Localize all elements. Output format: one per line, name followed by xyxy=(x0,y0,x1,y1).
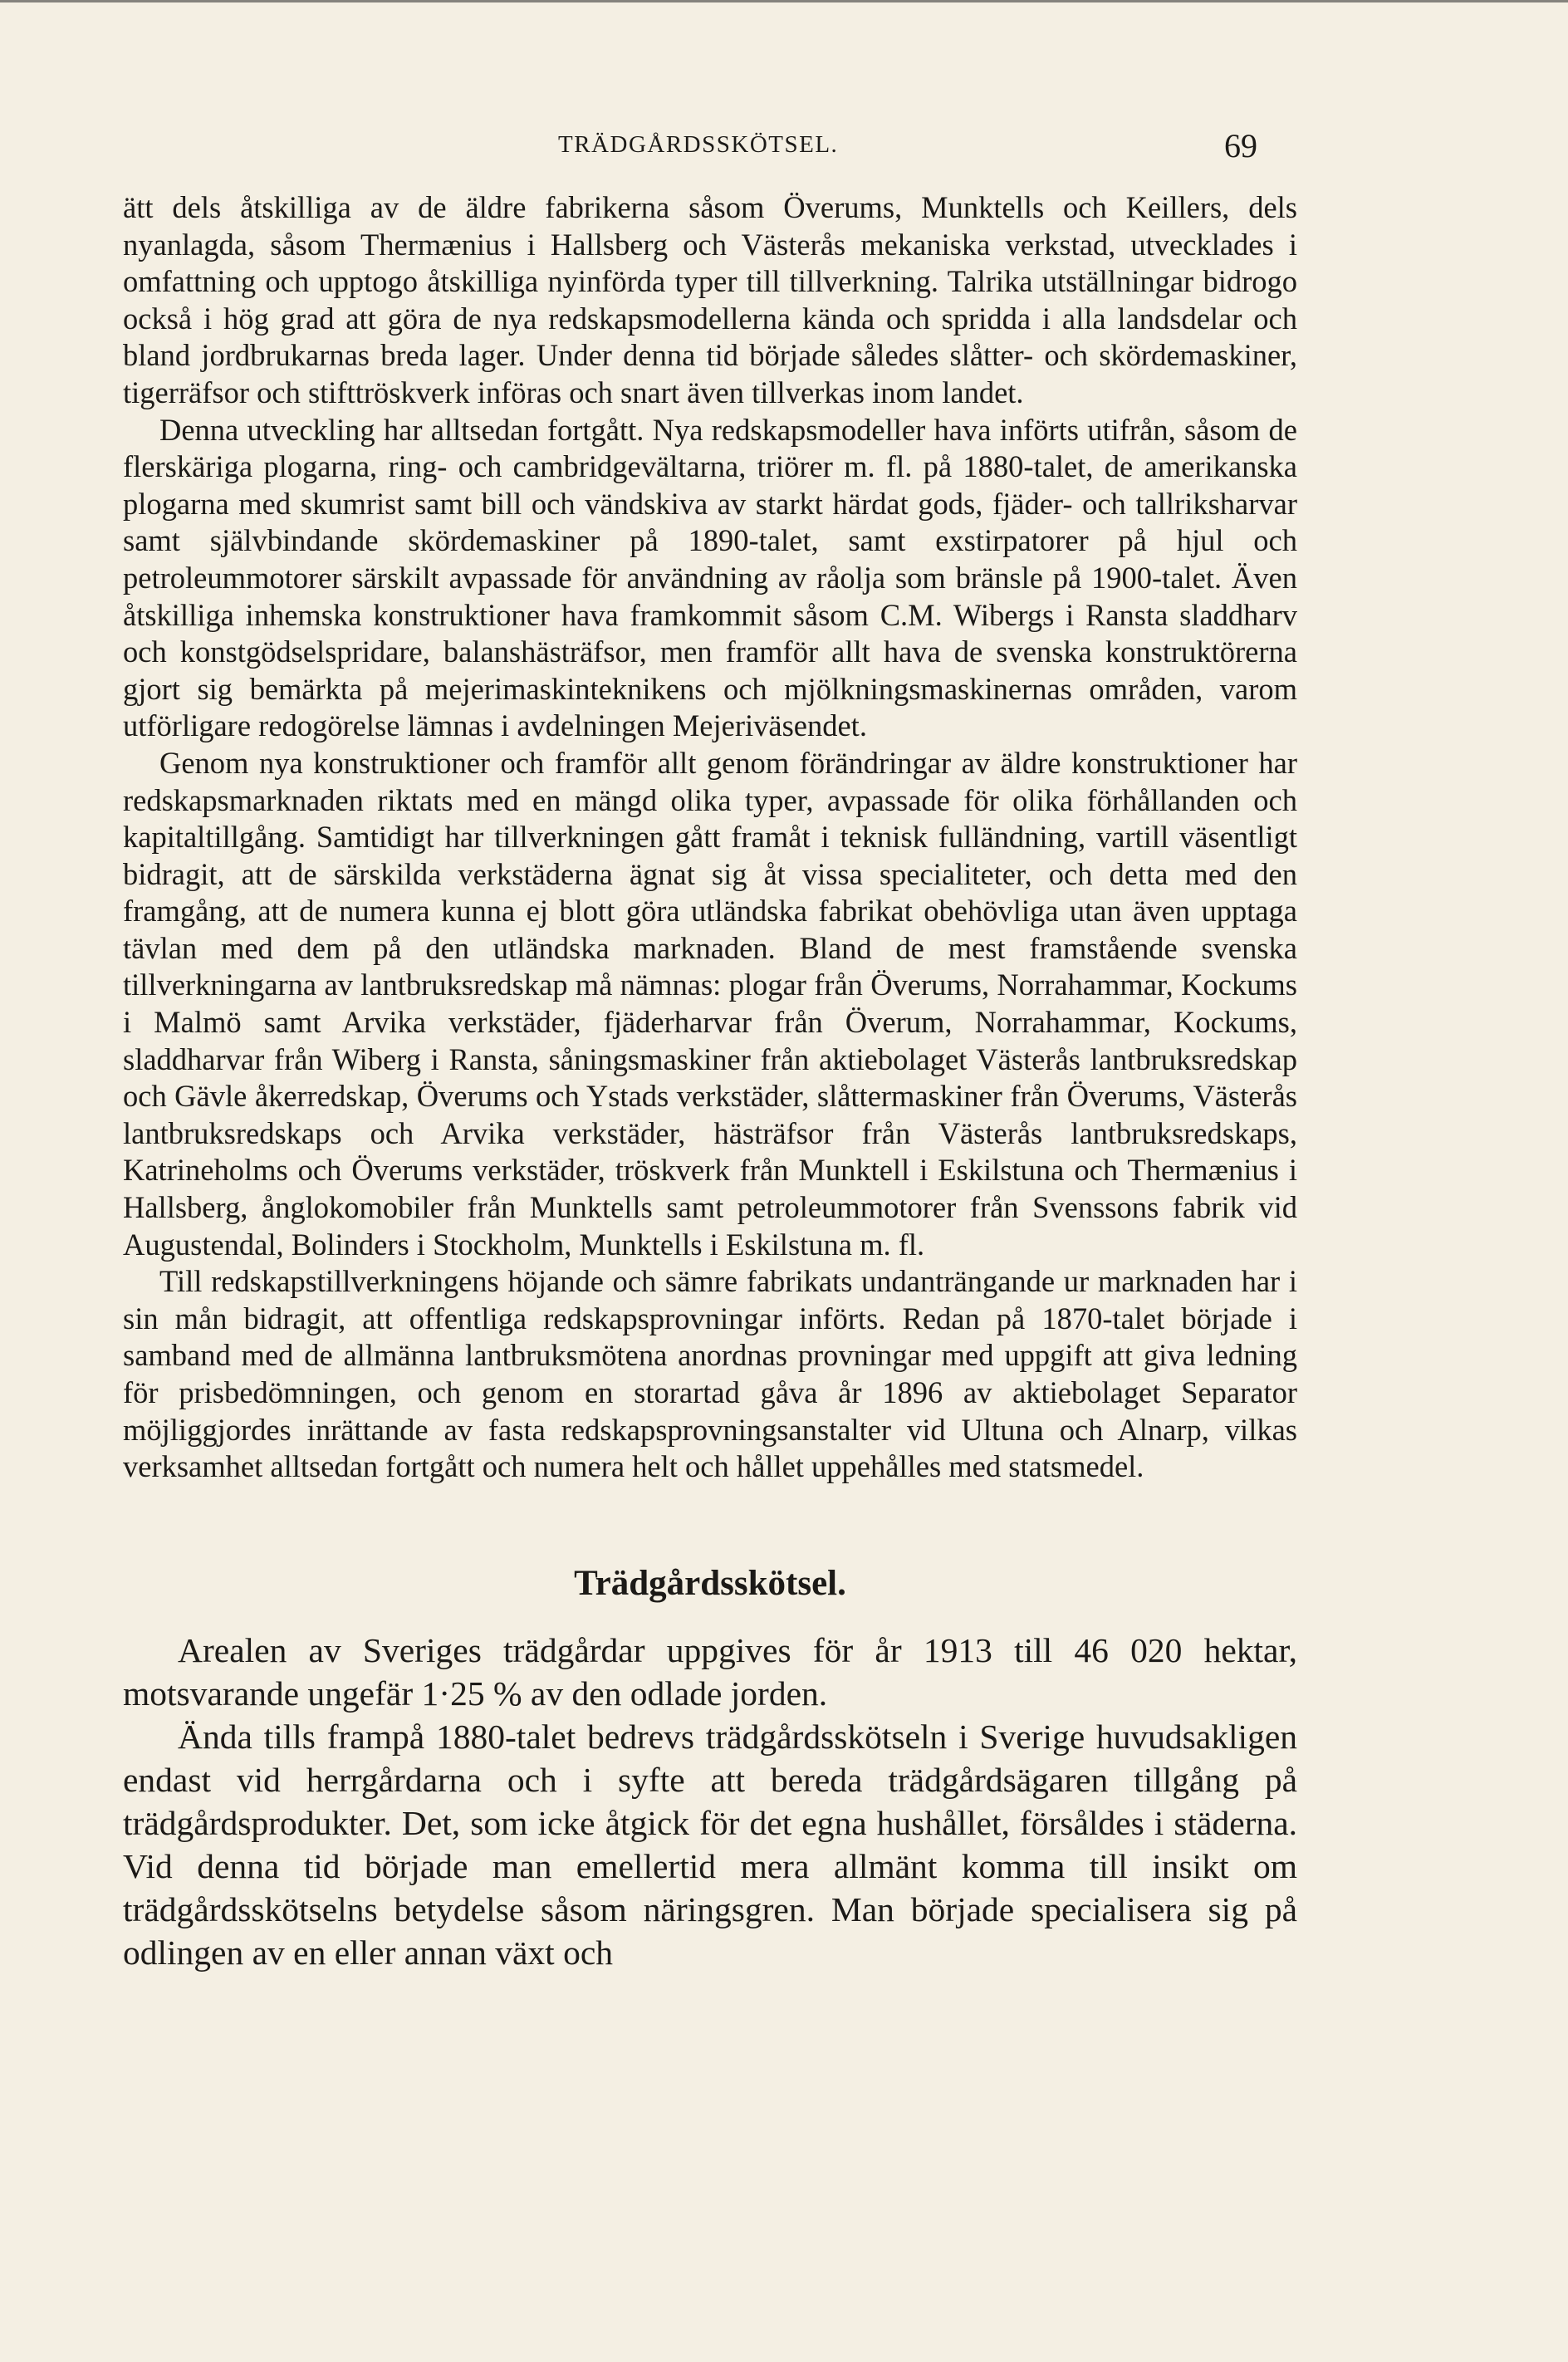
paragraph: Genom nya konstruktioner och framför allt genom förändringar av äldre konstruktioner har redskapsmarknaden riktats med en mängd olika typer, avpassade för olika förhållanden och kapitaltillgång. Samtidigt har tillverkningen gått framåt i teknisk fulländning, vartill väsentligt bidragit, att de särskilda verkstäderna ägnat sig åt vissa specialiteter, och detta med den framgång, att de numera kunna ej blott göra utländska fabrikat obehövliga utan även upptaga tävlan med dem på den utländska marknaden. Bland de mest framstående svenska tillverkningarna av lantbruksredskap må nämnas: plogar från Överums, Norrahammar, Kockums i Malmö samt Arvika verkstäder, fjäderharvar från Överum, Norrahammar, Kockums, sladdharvar från Wiberg i Ransta, såningsmaskiner från aktiebolaget Västerås lantbruksredskap och Gävle åkerredskap, Överums och Ystads verkstäder, slåttermaskiner från Överums, Västerås lantbruksredskaps och Arvika verkstäder, hästräfsor från Västerås lantbruksredskaps, Katrineholms och Överums verkstäder, tröskverk från Munktell i Eskilstuna och Thermænius i Hallsberg, ånglokomobiler från Munktells samt petroleummotorer från Svenssons fabrik vid Augustendal, Bolinders i Stockholm, Munktells i Eskilstuna m. fl. xyxy=(123,745,1297,1262)
page-top-edge xyxy=(0,0,1568,2)
paragraph: Denna utveckling har alltsedan fortgått. Nya redskapsmodeller hava införts utifrån, såsom de flerskäriga plogarna, ring- och cambridgevältarna, triörer m. fl. på 1880-talet, de amerikanska plogarna med skumrist samt bill och vändskiva av starkt härdat gods, fjäder- och tallriksharvar samt självbindande skördemaskiner på 1890-talet, samt exstirpatorer på hjul och petroleummotorer särskilt avpassade för användning av råolja som bränsle på 1900-talet. Även åtskilliga inhemska konstruktioner hava framkommit såsom C.M. Wibergs i Ransta sladdharv och konstgödselspridare, balanshästräfsor, men framför allt hava de svenska konstruktörerna gjort sig bemärkta på mejerimaskinteknikens och mjölkningsmaskinernas områden, varom utförligare redogörelse lämnas i avdelningen Mejeriväsendet. xyxy=(123,412,1297,743)
section-paragraph: Arealen av Sveriges trädgårdar uppgives för år 1913 till 46 020 hektar, motsvarande ungefär 1·25 % av den odlade jorden. xyxy=(123,1630,1297,1713)
section-paragraph: Ända tills frampå 1880-talet bedrevs trädgårdsskötseln i Sverige huvudsakligen endast vid herrgårdarna och i syfte att bereda trädgårdsägaren tillgång på trädgårdsprodukter. Det, som icke åtgick för det egna hushållet, försåldes i städerna. Vid denna tid började man emellertid mera allmänt komma till insikt om trädgårdsskötselns betydelse såsom näringsgren. Man började specialisera sig på odlingen av en eller annan växt och xyxy=(123,1717,1297,1972)
body-text xyxy=(123,189,1297,1974)
section-heading: Trädgårdsskötsel. xyxy=(574,1563,846,1603)
running-title: TRÄDGÅRDSSKÖTSEL. xyxy=(558,131,839,158)
paragraph: Till redskapstillverkningens höjande och sämre fabrikats undanträngande ur marknaden har i sin mån bidragit, att offentliga redskapsprovningar införts. Redan på 1870-talet började i samband med de allmänna lantbruksmötena anordnas provningar med uppgift att giva ledning för prisbedömningen, och genom en storartad gåva år 1896 av aktiebolaget Separator möjliggjordes inrättande av fasta redskapsprovningsanstalter vid Ultuna och Alnarp, vilkas verksamhet alltsedan fortgått och numera helt och hållet uppehålles med statsmedel. xyxy=(123,1264,1297,1484)
paragraph-continued: ätt dels åtskilliga av de äldre fabrikerna såsom Överums, Munktells och Keillers, dels nyanlagda, såsom Thermænius i Hallsberg och Västerås mekaniska verkstad, utvecklades i omfattning och upptogo åtskilliga nyinförda typer till tillverkning. Talrika utställningar bidrogo också i hög grad att göra de nya redskapsmodellerna kända och spridda i alla landsdelar och bland jordbrukarnas breda lager. Under denna tid började således slåtter- och skördemaskiner, tigerräfsor och stifttröskverk införas och snart även tillverkas inom landet. xyxy=(123,190,1297,409)
page-number: 69 xyxy=(1224,127,1257,164)
running-head xyxy=(0,127,1568,164)
